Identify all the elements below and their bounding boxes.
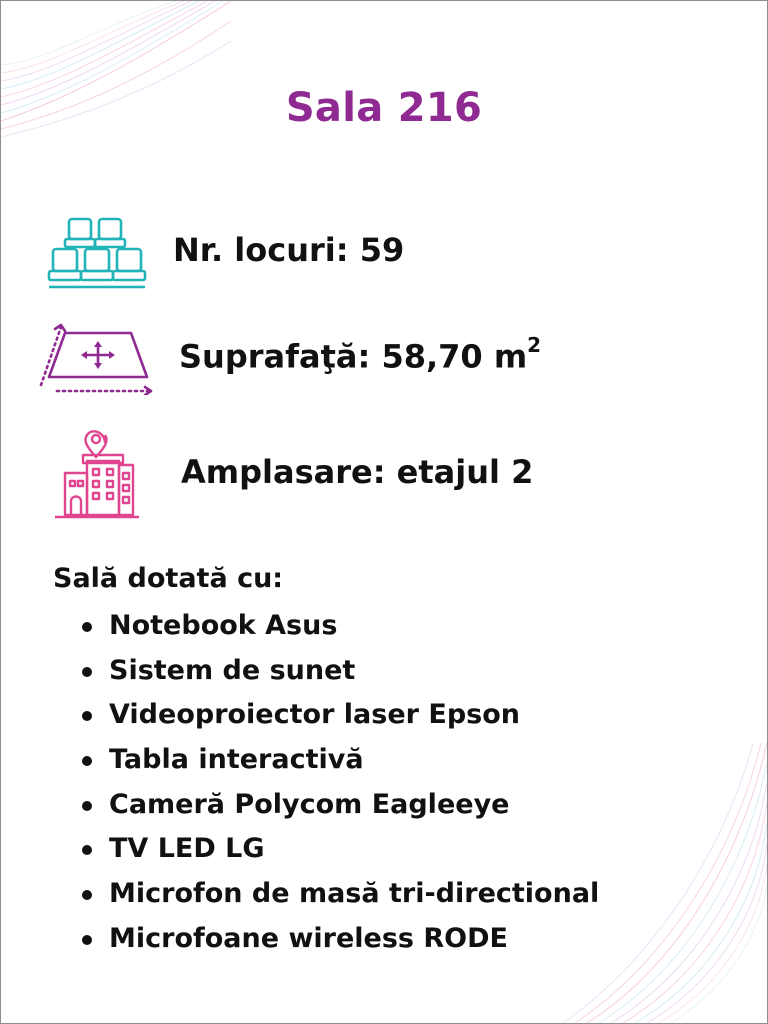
equipment-list [73,604,599,962]
location-floor: Amplasare: etajul 2 [181,453,534,491]
equipment-item-tv: TV LED LG [73,827,599,872]
equipment-item-notebook: Notebook Asus [73,604,599,649]
equipment-heading: Sală dotată cu: [53,563,284,594]
equipment-item-projector: Videoproiector laser Epson [73,693,599,738]
seats-count: Nr. locuri: 59 [173,231,405,269]
floor-area-icon [37,319,157,395]
page-title: Sala 216 [285,85,483,131]
equipment-item-wireless-microphones: Microfoane wireless RODE [73,917,599,962]
cinema-seats-icon [47,215,147,293]
building-location-icon [53,425,141,521]
area-size [179,333,542,376]
area-value: Suprafaţă: 58,70 m [179,337,528,376]
equipment-item-camera: Cameră Polycom Eagleeye [73,783,599,828]
equipment-item-interactive-board: Tabla interactivă [73,738,599,783]
area-unit-exponent: 2 [527,333,542,357]
equipment-item-sound-system: Sistem de sunet [73,649,599,694]
equipment-item-table-microphone: Microfon de masă tri-directional [73,872,599,917]
